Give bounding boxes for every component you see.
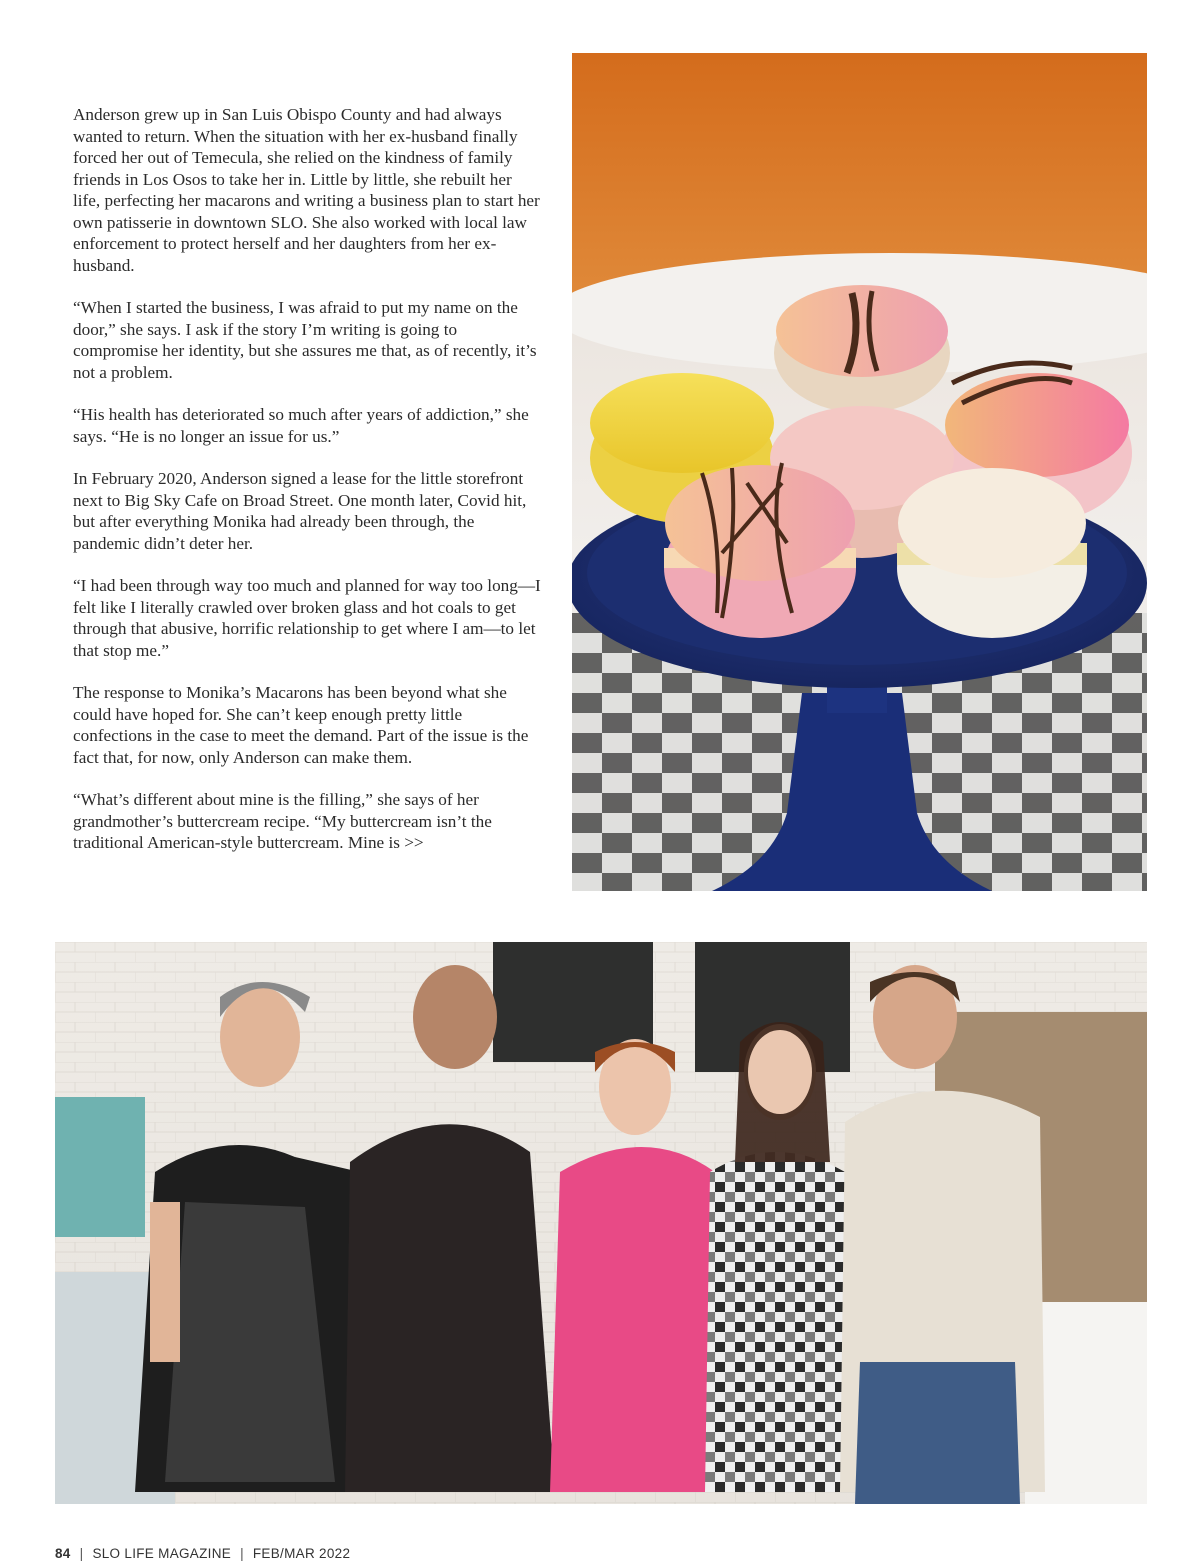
article-paragraph: “When I started the business, I was afraid to put my name on the door,” she says. I ask if the story I’m writing is going to compromise her identity, but she assures me that, as of recently, it’s not a problem. bbox=[73, 298, 537, 382]
issue-date: FEB/MAR 2022 bbox=[252, 1546, 351, 1561]
page-number: 84 bbox=[55, 1546, 71, 1561]
macarons-photo bbox=[572, 53, 1147, 891]
team-illustration bbox=[55, 942, 1147, 1504]
article-body bbox=[73, 104, 543, 875]
team-photo bbox=[55, 942, 1147, 1504]
article-paragraph: “What’s different about mine is the filling,” she says of her grandmother’s buttercream recipe. “My buttercream isn’t the traditional American-style buttercream. Mine is >> bbox=[73, 790, 492, 852]
article-paragraph: The response to Monika’s Macarons has been beyond what she could have hoped for. She can’t keep enough pretty little confections in the case to meet the demand. Part of the issue is the fact that, for now, only Anderson can make them. bbox=[73, 683, 529, 767]
page-footer bbox=[55, 1546, 350, 1561]
article-paragraph: “His health has deteriorated so much after years of addiction,” she says. “He is no longer an issue for us.” bbox=[73, 405, 529, 446]
footer-separator: | bbox=[240, 1546, 244, 1561]
magazine-name: SLO LIFE MAGAZINE bbox=[92, 1546, 232, 1561]
footer-separator: | bbox=[79, 1546, 84, 1561]
article-paragraph: In February 2020, Anderson signed a lease for the little storefront next to Big Sky Cafe on Broad Street. One month later, Covid hit, but after everything Monika had already been through, the pandemic didn’t deter her. bbox=[73, 469, 527, 553]
macarons-illustration bbox=[572, 53, 1147, 891]
article-paragraph: “I had been through way too much and planned for way too long—I felt like I literally crawled over broken glass and hot coals to get through that abusive, horrific relationship to get where I am—to let that stop me.” bbox=[73, 576, 541, 660]
article-paragraph: Anderson grew up in San Luis Obispo County and had always wanted to return. When the situation with her ex-husband finally forced her out of Temecula, she relied on the kindness of family friends in Los Osos to take her in. Little by little, she rebuilt her life, perfecting her macarons and writing a business plan to start her own patisserie in downtown SLO. She also worked with local law enforcement to protect herself and her daughters from her ex-husband. bbox=[73, 105, 540, 275]
